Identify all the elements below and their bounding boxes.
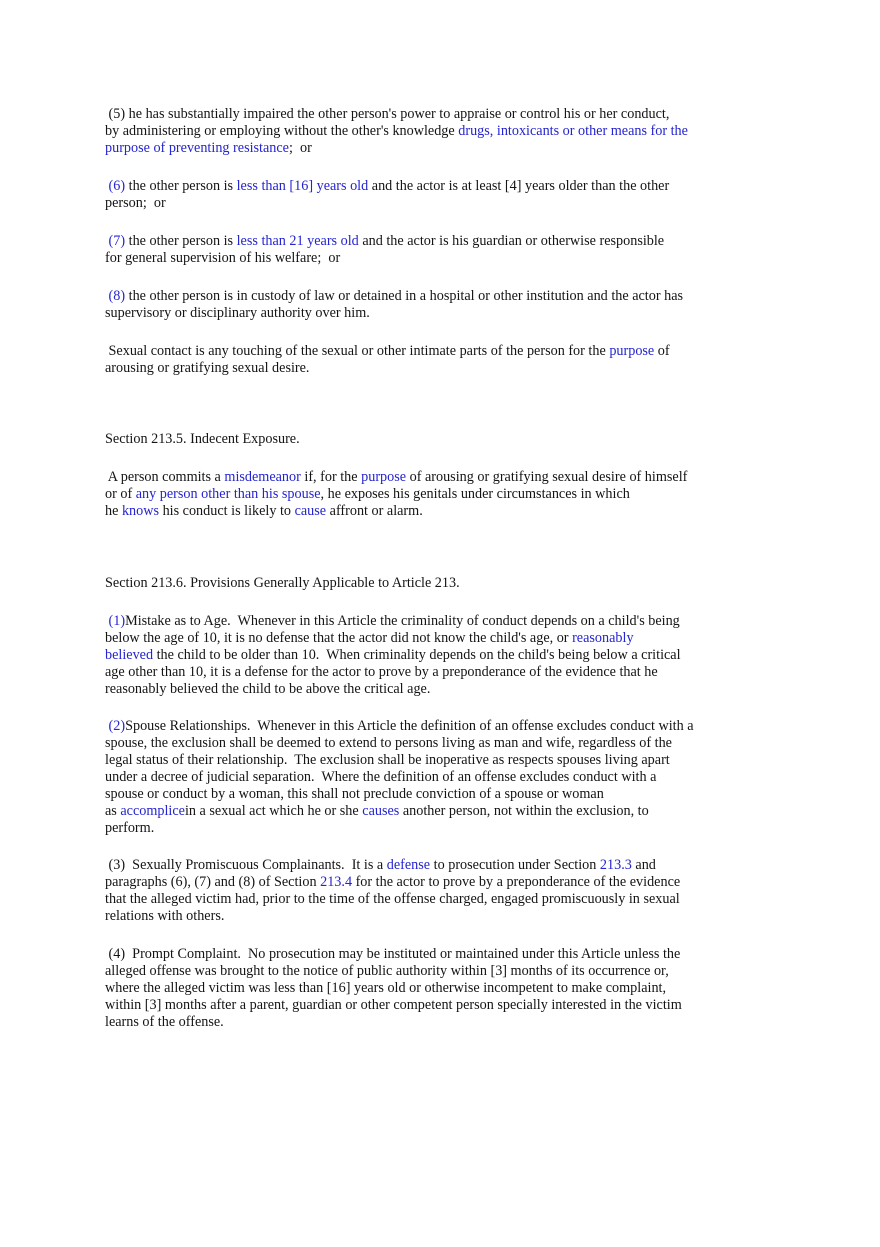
text-line — [105, 360, 730, 377]
link-paragraph-6[interactable]: (6) — [108, 178, 126, 194]
heading-text: Section 213.5. Indecent Exposure. — [105, 431, 300, 447]
text-line — [105, 503, 730, 520]
text-run: of — [654, 343, 670, 359]
text-run: below the age of 10, it is no defense that the actor did not know the child's age, or — [105, 630, 573, 646]
text-line — [105, 613, 730, 630]
text-run: Sexual contact is any touching of the sexual or other intimate parts of the person for the — [105, 343, 610, 359]
text-run: spouse or conduct by a woman, this shall not preclude conviction of a spouse or woman — [105, 786, 604, 802]
text-run: person; or — [105, 195, 166, 211]
text-run: under a decree of judicial separation. Where the definition of an offense excludes conduct with a — [105, 769, 657, 785]
link-less-than-16[interactable]: less than [16] years old — [236, 178, 369, 194]
text-run: affront or alarm. — [326, 503, 423, 519]
text-run: within [3] months after a parent, guardian or other competent person specially interested in the victim — [105, 997, 682, 1013]
text-run: legal status of their relationship. The exclusion shall be inoperative as respects spouses living apart — [105, 752, 670, 768]
text-run: Mistake as to Age. Whenever in this Article the criminality of conduct depends on a child's being — [125, 613, 680, 629]
text-run: and the actor is his guardian or otherwise responsible — [358, 233, 665, 249]
link-section-213-3[interactable]: 213.3 — [599, 857, 632, 873]
paragraph-5 — [105, 106, 730, 157]
paragraph-mistake-as-to-age — [105, 613, 730, 698]
text-run: for the actor to prove by a preponderance of the evidence — [352, 874, 681, 890]
text-run: to prosecution under Section — [430, 857, 600, 873]
text-run: in a sexual act which he or she — [184, 803, 363, 819]
link-subsection-2[interactable]: (2) — [108, 718, 126, 734]
text-line — [105, 752, 730, 769]
link-any-person-other-than-spouse[interactable]: any person other than his spouse — [135, 486, 321, 502]
heading-text: Section 213.6. Provisions Generally Applicable to Article 213. — [105, 575, 460, 591]
text-run: alleged offense was brought to the notice of public authority within [3] months of its occurrence or, — [105, 963, 669, 979]
paragraph-indecent-exposure — [105, 469, 730, 520]
link-purpose[interactable]: purpose — [361, 469, 407, 485]
text-line — [105, 469, 730, 486]
text-line — [105, 735, 730, 752]
text-run: and — [631, 857, 656, 873]
link-paragraph-7[interactable]: (7) — [108, 233, 126, 249]
text-line — [105, 647, 730, 664]
link-reasonably-believed[interactable]: believed — [105, 647, 154, 663]
text-line — [105, 486, 730, 503]
paragraph-8 — [105, 288, 730, 322]
text-run: for general supervision of his welfare; or — [105, 250, 341, 266]
link-cause[interactable]: cause — [294, 503, 327, 519]
link-section-213-4[interactable]: 213.4 — [320, 874, 353, 890]
link-subsection-1[interactable]: (1) — [108, 613, 126, 629]
link-paragraph-8[interactable]: (8) — [108, 288, 126, 304]
text-run: , he exposes his genitals under circumstances in which — [320, 486, 630, 502]
text-line — [105, 769, 730, 786]
text-line — [105, 908, 730, 925]
text-run: as — [105, 803, 121, 819]
paragraph-7 — [105, 233, 730, 267]
text-run: relations with others. — [105, 908, 225, 924]
text-line — [105, 123, 730, 140]
text-line — [105, 664, 730, 681]
text-line — [105, 195, 730, 212]
link-knows[interactable]: knows — [121, 503, 160, 519]
text-line — [105, 963, 730, 980]
link-drugs-intoxicants[interactable]: drugs, intoxicants or other means for the — [458, 123, 688, 139]
paragraph-promiscuous-complainants — [105, 857, 730, 925]
text-run: that the alleged victim had, prior to the time of the offense charged, engaged promiscuously in sexual — [105, 891, 680, 907]
text-line — [105, 980, 730, 997]
text-run: Spouse Relationships. Whenever in this Article the definition of an offense excludes conduct with a — [125, 718, 694, 734]
paragraph-spouse-relationships — [105, 718, 730, 837]
text-line — [105, 997, 730, 1014]
text-line — [105, 250, 730, 267]
text-line — [105, 343, 730, 360]
link-misdemeanor[interactable]: misdemeanor — [224, 469, 301, 485]
text-line — [105, 140, 730, 157]
text-run: another person, not within the exclusion, to — [399, 803, 649, 819]
text-run: the child to be older than 10. When criminality depends on the child's being below a critical — [153, 647, 681, 663]
text-run: perform. — [105, 820, 155, 836]
text-line — [105, 874, 730, 891]
text-run: if, for the — [300, 469, 362, 485]
text-line — [105, 681, 730, 698]
section-heading-213-6 — [105, 575, 730, 592]
text-run: reasonably believed the child to be above the critical age. — [105, 681, 431, 697]
link-purpose-preventing-resistance[interactable]: purpose of preventing resistance — [105, 140, 289, 156]
text-run: age other than 10, it is a defense for the actor to prove by a preponderance of the evidence that he — [105, 664, 658, 680]
paragraph-6 — [105, 178, 730, 212]
text-run: by administering or employing without the other's knowledge — [105, 123, 459, 139]
text-line — [105, 178, 730, 195]
text-line — [105, 820, 730, 837]
text-run: the other person is — [125, 178, 237, 194]
text-run: his conduct is likely to — [159, 503, 295, 519]
text-line — [105, 946, 730, 963]
text-line — [105, 1014, 730, 1031]
link-purpose[interactable]: purpose — [609, 343, 655, 359]
text-line — [105, 305, 730, 322]
text-run: the other person is — [125, 233, 237, 249]
text-run: or of — [105, 486, 136, 502]
text-run: where the alleged victim was less than [16] years old or otherwise incompetent to make complaint, — [105, 980, 667, 996]
text-run: spouse, the exclusion shall be deemed to extend to persons living as man and wife, regardless of the — [105, 735, 672, 751]
text-run: (3) Sexually Promiscuous Complainants. It is a — [105, 857, 387, 873]
link-reasonably-believed[interactable]: reasonably — [572, 630, 634, 646]
text-run: (5) he has substantially impaired the other person's power to appraise or control his or her conduct, — [105, 106, 670, 122]
text-line — [105, 857, 730, 874]
paragraph-prompt-complaint — [105, 946, 730, 1031]
text-line — [105, 803, 730, 820]
text-line — [105, 630, 730, 647]
link-defense[interactable]: defense — [386, 857, 431, 873]
link-accomplice[interactable]: accomplice — [120, 803, 185, 819]
text-line — [105, 786, 730, 803]
link-causes[interactable]: causes — [362, 803, 400, 819]
paragraph-sexual-contact — [105, 343, 730, 377]
text-run: the other person is in custody of law or detained in a hospital or other institution and the actor has — [125, 288, 684, 304]
text-line — [105, 891, 730, 908]
text-line — [105, 106, 730, 123]
section-heading-213-5 — [105, 431, 730, 448]
text-run: supervisory or disciplinary authority over him. — [105, 305, 370, 321]
text-run: A person commits a — [105, 469, 225, 485]
text-run: ; or — [288, 140, 312, 156]
text-line — [105, 288, 730, 305]
text-run: and the actor is at least [4] years older than the other — [368, 178, 670, 194]
text-run: paragraphs (6), (7) and (8) of Section — [105, 874, 321, 890]
text-line — [105, 718, 730, 735]
text-run: he — [105, 503, 122, 519]
text-line — [105, 233, 730, 250]
text-run: learns of the offense. — [105, 1014, 224, 1030]
text-run: of arousing or gratifying sexual desire of himself — [406, 469, 688, 485]
link-less-than-21[interactable]: less than 21 years old — [236, 233, 359, 249]
text-run: (4) Prompt Complaint. No prosecution may be instituted or maintained under this Article unless the — [105, 946, 681, 962]
text-run: arousing or gratifying sexual desire. — [105, 360, 310, 376]
